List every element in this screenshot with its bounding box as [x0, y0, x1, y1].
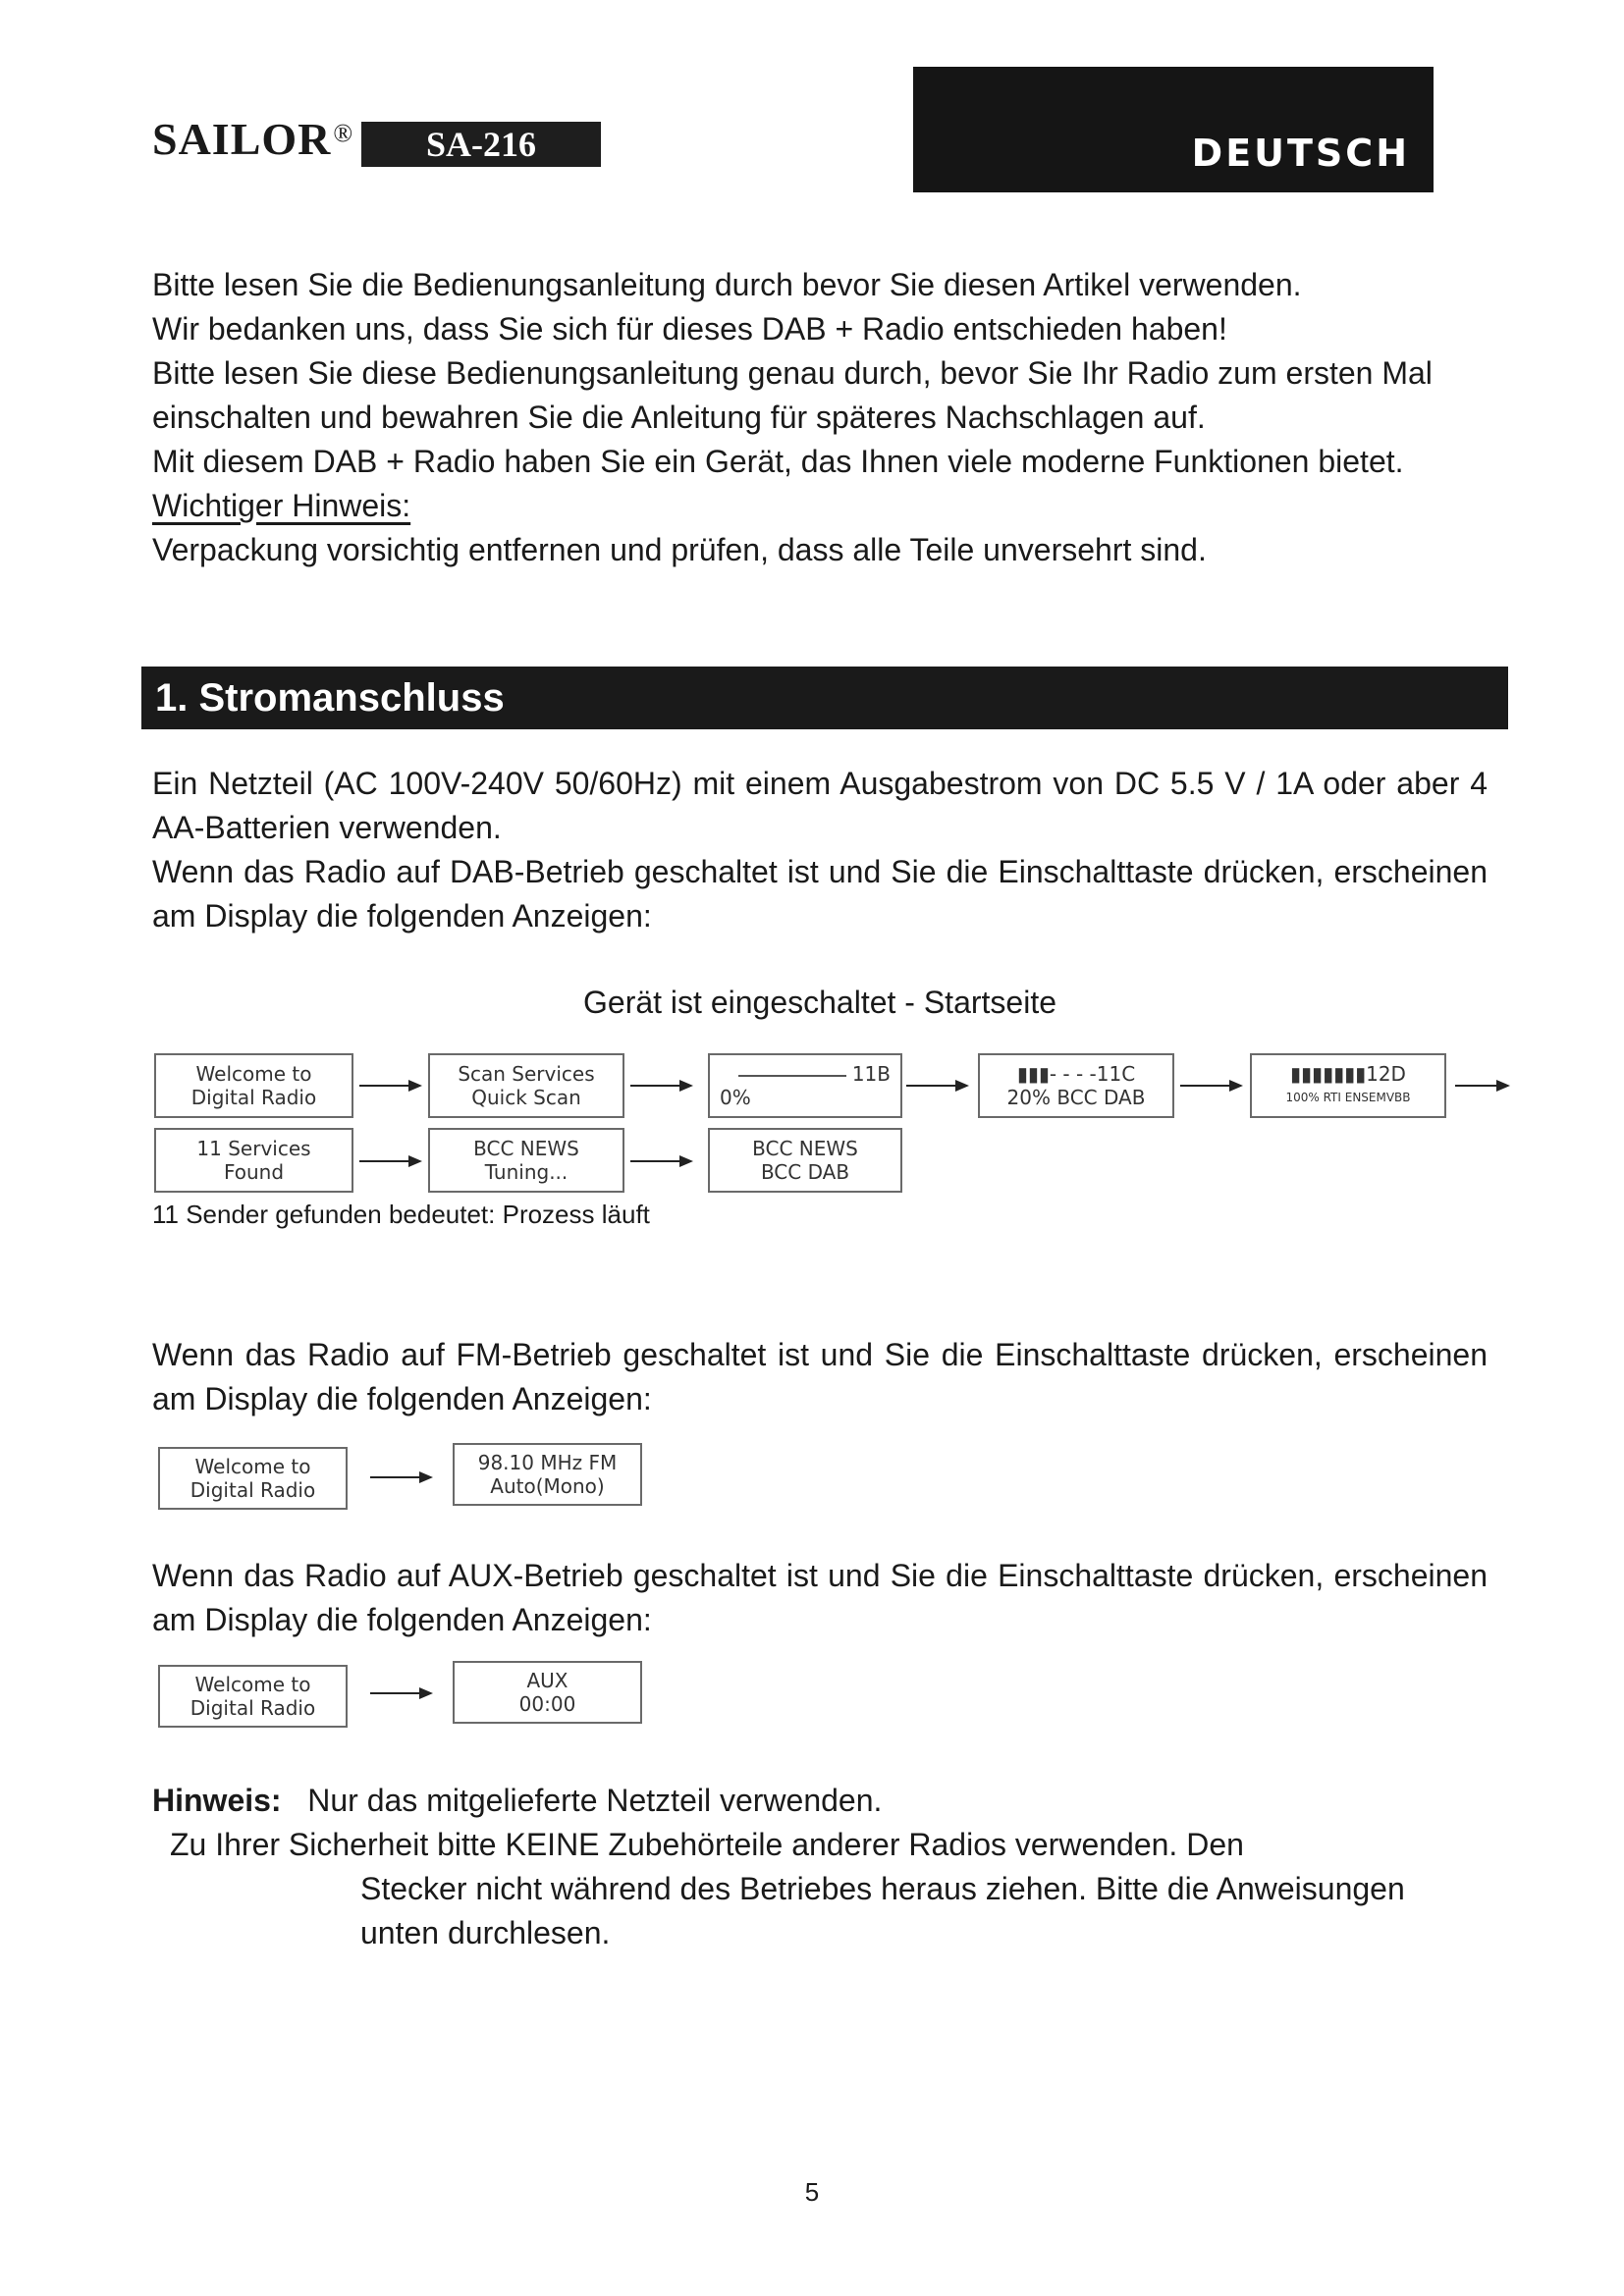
- arrow-right-icon: [630, 1152, 695, 1170]
- arrow-right-icon: [359, 1152, 424, 1170]
- lcd-screen: [453, 1661, 642, 1724]
- important-text: Verpackung vorsichtig entfernen und prüfen, dass alle Teile unversehrt sind.: [152, 532, 1207, 567]
- lcd-line: Scan Services: [458, 1062, 595, 1086]
- brand-logo: [152, 113, 353, 165]
- lcd-line: ▮▮▮▮▮▮▮12D: [1290, 1062, 1406, 1086]
- arrow-right-icon: [630, 1077, 695, 1095]
- lcd-progress-line: [738, 1075, 846, 1077]
- arrow-right-icon: [906, 1077, 971, 1095]
- power-text: [152, 762, 1488, 938]
- lcd-line: Found: [223, 1160, 285, 1184]
- lcd-screen: [158, 1447, 348, 1510]
- lcd-screen: [428, 1053, 624, 1118]
- lcd-line: 0%: [720, 1086, 751, 1109]
- lcd-line: ▮▮▮- - - -11C: [1016, 1062, 1136, 1086]
- hint-line: Nur das mitgelieferte Netzteil verwenden.: [307, 1783, 883, 1818]
- hint-line: Zu Ihrer Sicherheit bitte KEINE Zubehörteile anderer Radios verwenden. Den: [170, 1827, 1244, 1862]
- lcd-line: 11 Services: [196, 1137, 311, 1160]
- lcd-line: Digital Radio: [189, 1478, 316, 1502]
- lcd-screen: [708, 1128, 902, 1193]
- intro-line: Mit diesem DAB + Radio haben Sie ein Gerät, das Ihnen viele moderne Funktionen bietet.: [152, 444, 1404, 479]
- lcd-line: AUX: [526, 1669, 568, 1692]
- lcd-screen: [428, 1128, 624, 1193]
- intro-line: Wir bedanken uns, dass Sie sich für dieses DAB + Radio entschieden haben!: [152, 311, 1227, 347]
- lcd-screen: [158, 1665, 348, 1728]
- lcd-line: Welcome to: [194, 1455, 311, 1478]
- intro-line: Bitte lesen Sie diese Bedienungsanleitung genau durch, bevor Sie Ihr Radio zum ersten Mal einschalten und bewahren Sie die Anleitung für späteres Nachschlagen auf.: [152, 355, 1433, 435]
- hint-block: [152, 1779, 1405, 1955]
- page-number: 5: [804, 2177, 820, 2207]
- lcd-screen: [154, 1053, 353, 1118]
- power-paragraph: Ein Netzteil (AC 100V-240V 50/60Hz) mit einem Ausgabestrom von DC 5.5 V / 1A oder aber 4 AA-Batterien verwenden.: [152, 766, 1488, 845]
- lcd-line: 98.10 MHz FM: [477, 1451, 618, 1474]
- hint-line: Stecker nicht während des Betriebes heraus ziehen. Bitte die Anweisungen: [360, 1871, 1405, 1906]
- lcd-line: BCC DAB: [760, 1160, 850, 1184]
- arrow-right-icon: [370, 1468, 435, 1486]
- arrow-right-icon: [359, 1077, 424, 1095]
- aux-text: Wenn das Radio auf AUX-Betrieb geschaltet ist und Sie die Einschalttaste drücken, erscheinen am Display die folgenden Anzeigen:: [152, 1558, 1488, 1637]
- lcd-screen: [978, 1053, 1174, 1118]
- lcd-line: BCC NEWS: [752, 1137, 858, 1160]
- intro-text: [152, 263, 1488, 572]
- important-heading: Wichtiger Hinweis:: [152, 488, 411, 523]
- lcd-line: BCC NEWS: [473, 1137, 579, 1160]
- lcd-line: Digital Radio: [190, 1086, 317, 1109]
- lcd-line: 100% RTI ENSEMVBB: [1285, 1091, 1411, 1104]
- intro-line: Bitte lesen Sie die Bedienungsanleitung durch bevor Sie diesen Artikel verwenden.: [152, 267, 1302, 302]
- lcd-line: Quick Scan: [471, 1086, 581, 1109]
- lcd-line: Welcome to: [194, 1673, 311, 1696]
- section-heading: 1. Stromanschluss: [141, 667, 1508, 729]
- startup-caption: Gerät ist eingeschaltet - Startseite: [583, 985, 1056, 1020]
- lcd-line: Digital Radio: [189, 1696, 316, 1720]
- language-banner: [913, 67, 1434, 192]
- lcd-line: Auto(Mono): [490, 1474, 605, 1498]
- model-label: SA-216: [361, 122, 601, 167]
- arrow-right-icon: [370, 1684, 435, 1702]
- lcd-screen: [708, 1053, 902, 1118]
- arrow-right-icon: [1180, 1077, 1245, 1095]
- registered-mark: ®: [333, 119, 354, 147]
- lcd-line: Tuning...: [484, 1160, 568, 1184]
- lcd-screen: [1250, 1053, 1446, 1118]
- dab-paragraph: Wenn das Radio auf DAB-Betrieb geschaltet ist und Sie die Einschalttaste drücken, erscheinen am Display die folgenden Anzeigen:: [152, 854, 1488, 934]
- scan-note: 11 Sender gefunden bedeutet: Prozess läuft: [152, 1200, 650, 1229]
- hint-first-line: [152, 1779, 1405, 1823]
- fm-text: Wenn das Radio auf FM-Betrieb geschaltet ist und Sie die Einschalttaste drücken, erscheinen am Display die folgenden Anzeigen:: [152, 1337, 1488, 1416]
- lcd-line: 20% BCC DAB: [1006, 1086, 1146, 1109]
- hint-label: Hinweis:: [152, 1783, 282, 1818]
- lcd-line: Welcome to: [195, 1062, 312, 1086]
- hint-line: unten durchlesen.: [360, 1915, 611, 1950]
- language-label: DEUTSCH: [1191, 132, 1410, 175]
- lcd-line: 00:00: [518, 1692, 576, 1716]
- arrow-right-icon: [1455, 1077, 1512, 1095]
- lcd-screen: [453, 1443, 642, 1506]
- lcd-line: [720, 1062, 891, 1086]
- lcd-screen: [154, 1128, 353, 1193]
- lcd-channel: 11B: [851, 1062, 891, 1086]
- brand-name: SAILOR: [152, 114, 332, 164]
